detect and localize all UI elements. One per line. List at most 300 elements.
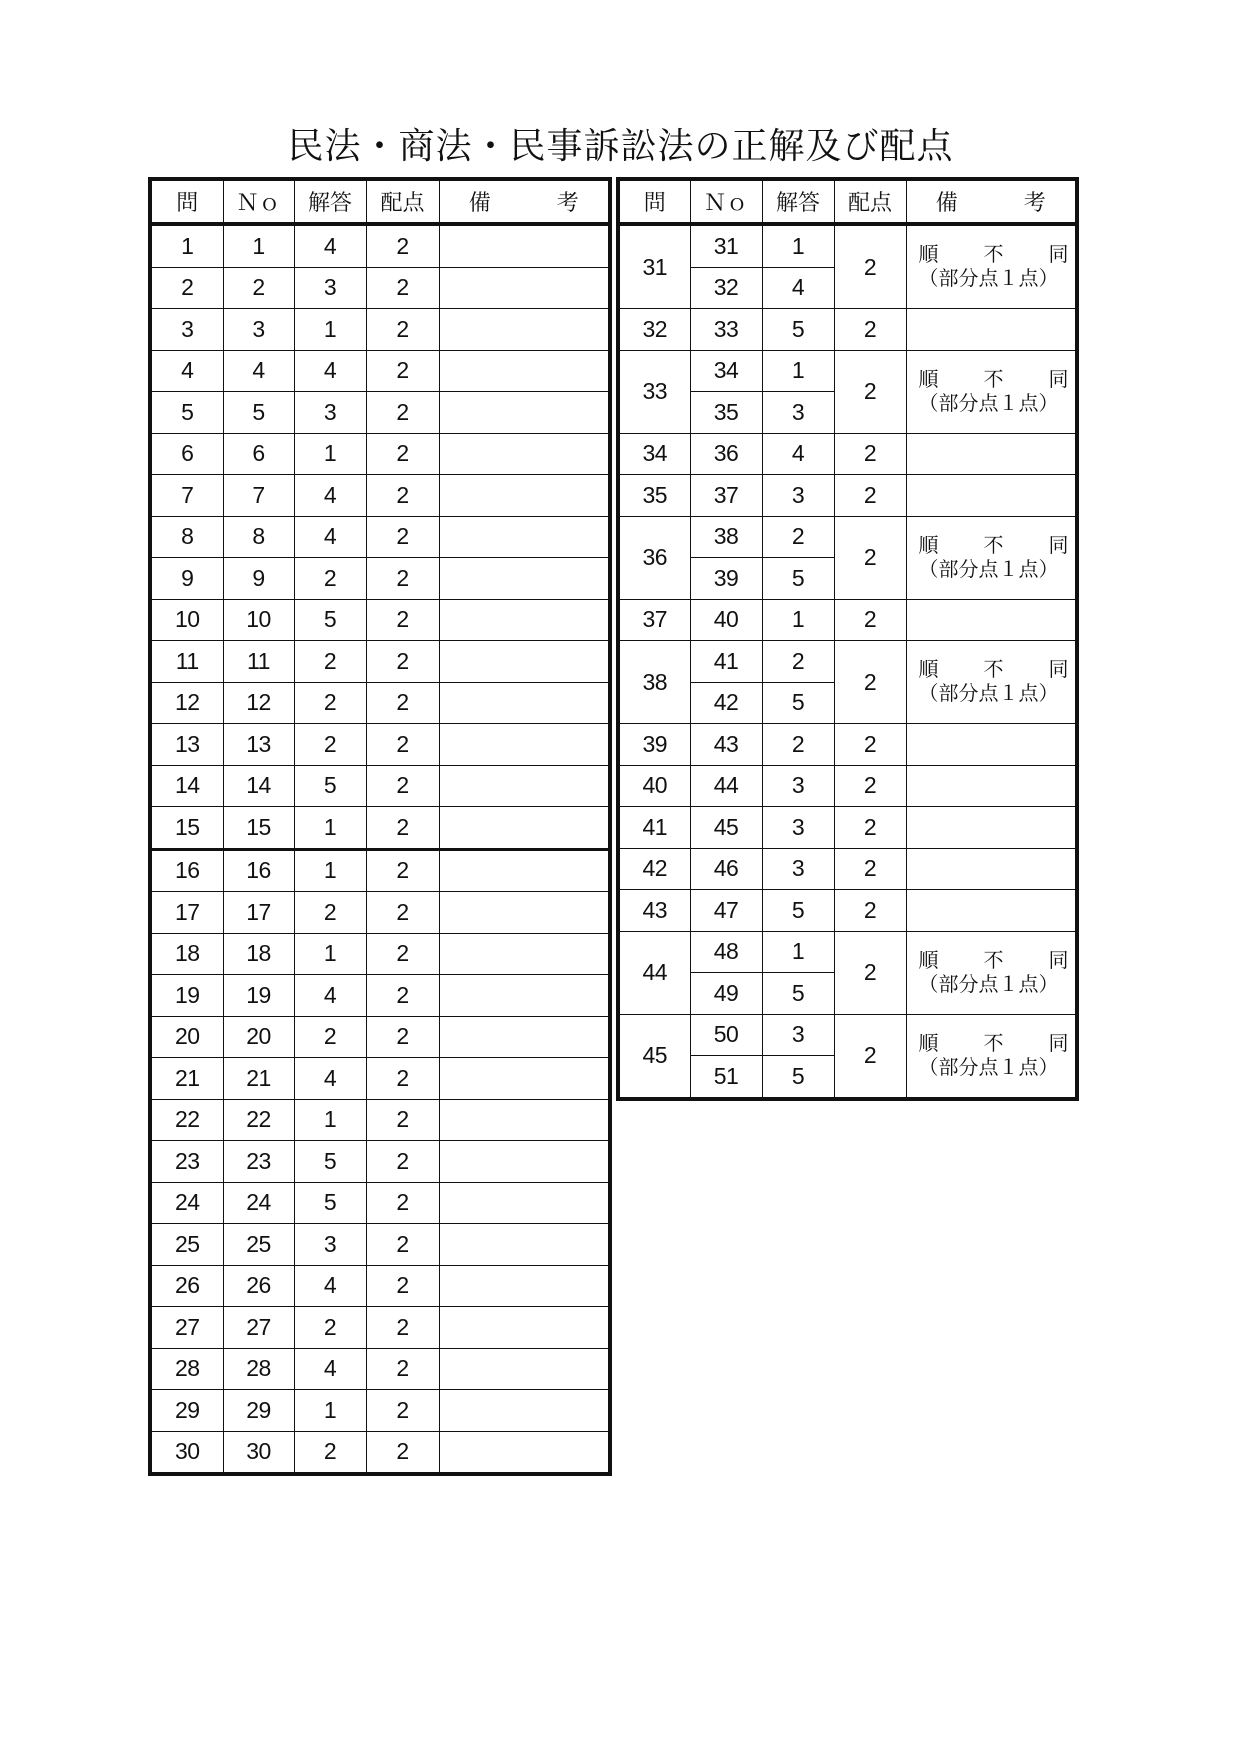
answer-cell: 1: [762, 350, 834, 392]
points-cell: 2: [366, 1182, 439, 1224]
no-cell: 29: [223, 1390, 294, 1432]
header-answer: 解答: [294, 179, 366, 224]
remarks-cell: [439, 1016, 610, 1058]
note-partial-points: （部分点１点）: [918, 683, 1059, 705]
header-remarks: 備 考: [439, 179, 610, 224]
remarks-cell: [439, 392, 610, 434]
note-char: 順: [918, 534, 939, 557]
question-cell: 1: [150, 224, 223, 267]
no-cell: 33: [690, 309, 762, 351]
answer-cell: 4: [294, 350, 366, 392]
table-row: [150, 1016, 610, 1058]
remarks-cell: [439, 267, 610, 309]
no-cell: 34: [690, 350, 762, 392]
points-cell: 2: [366, 849, 439, 892]
points-cell: 2: [834, 475, 906, 517]
points-cell: 2: [834, 350, 906, 433]
no-cell: 36: [690, 433, 762, 475]
question-cell: 44: [618, 931, 690, 1014]
question-cell: 35: [618, 475, 690, 517]
question-cell: 16: [150, 849, 223, 892]
remarks-cell: [906, 890, 1077, 932]
question-cell: 3: [150, 309, 223, 351]
table-row: [618, 641, 1077, 683]
no-cell: 3: [223, 309, 294, 351]
header-question: 問: [150, 179, 223, 224]
points-cell: 2: [366, 765, 439, 807]
table-row: [150, 641, 610, 683]
remarks-cell: [439, 1307, 610, 1349]
question-cell: 6: [150, 433, 223, 475]
table-row: [150, 1099, 610, 1141]
answer-cell: 2: [294, 1431, 366, 1474]
remarks-cell: [906, 309, 1077, 351]
note-char: 順: [918, 244, 939, 266]
answer-cell: 5: [294, 599, 366, 641]
question-cell: 45: [618, 1014, 690, 1099]
points-cell: 2: [366, 516, 439, 558]
question-cell: 40: [618, 765, 690, 807]
table-row: [150, 350, 610, 392]
note-order-free: [919, 1032, 1069, 1056]
remarks-cell: [439, 1224, 610, 1266]
note-char: 同: [1048, 1032, 1069, 1055]
remarks-cell: [439, 933, 610, 975]
note-partial-points: （部分点１点）: [918, 973, 1059, 996]
points-cell: 2: [834, 433, 906, 475]
no-cell: 43: [690, 724, 762, 766]
remarks-cell: [439, 849, 610, 892]
question-cell: 33: [618, 350, 690, 433]
remarks-cell: [439, 1348, 610, 1390]
points-cell: 2: [366, 350, 439, 392]
answer-cell: 5: [762, 973, 834, 1015]
no-cell: 45: [690, 807, 762, 849]
remarks-cell: [439, 724, 610, 766]
header-remarks: 備 考: [906, 179, 1077, 224]
remarks-cell: [906, 224, 1077, 309]
question-cell: 28: [150, 1348, 223, 1390]
remarks-cell: [439, 309, 610, 351]
points-cell: 2: [366, 1307, 439, 1349]
question-cell: 38: [618, 641, 690, 724]
no-cell: 13: [223, 724, 294, 766]
question-cell: 30: [150, 1431, 223, 1474]
points-cell: 2: [834, 516, 906, 599]
table-row: [618, 475, 1077, 517]
no-cell: 47: [690, 890, 762, 932]
answer-cell: 1: [294, 309, 366, 351]
remarks-cell: [439, 1390, 610, 1432]
points-cell: 2: [366, 267, 439, 309]
points-cell: 2: [366, 933, 439, 975]
no-cell: 12: [223, 682, 294, 724]
note-order-free: [919, 949, 1069, 973]
points-cell: 2: [834, 1014, 906, 1099]
note-char: 不: [983, 1032, 1004, 1055]
note-char: 不: [983, 368, 1004, 391]
question-cell: 12: [150, 682, 223, 724]
points-cell: 2: [366, 1265, 439, 1307]
note-partial-points: （部分点１点）: [918, 268, 1059, 290]
table-row: [150, 516, 610, 558]
answer-cell: 3: [762, 1014, 834, 1056]
table-row: [150, 1058, 610, 1100]
question-cell: 5: [150, 392, 223, 434]
note-char: 不: [983, 949, 1004, 972]
remarks-cell: [439, 641, 610, 683]
question-cell: 25: [150, 1224, 223, 1266]
table-row: [150, 724, 610, 766]
no-cell: 24: [223, 1182, 294, 1224]
table-row: [150, 975, 610, 1017]
note-char: 同: [1048, 534, 1069, 557]
question-cell: 42: [618, 848, 690, 890]
points-cell: 2: [366, 641, 439, 683]
remarks-cell: [906, 724, 1077, 766]
header-row: [150, 179, 610, 224]
answer-cell: 1: [294, 1390, 366, 1432]
answer-cell: 3: [294, 392, 366, 434]
no-cell: 51: [690, 1056, 762, 1099]
note-char: 不: [983, 534, 1004, 557]
answer-cell: 4: [762, 267, 834, 309]
remarks-cell: [906, 475, 1077, 517]
header-no: Ｎｏ: [690, 179, 762, 224]
remarks-cell: [439, 807, 610, 850]
answer-cell: 2: [294, 682, 366, 724]
answer-cell: 2: [762, 724, 834, 766]
table-row: [150, 1265, 610, 1307]
remarks-cell: [439, 682, 610, 724]
answer-cell: 1: [294, 1099, 366, 1141]
answer-cell: 1: [294, 849, 366, 892]
table-row: [150, 1224, 610, 1266]
question-cell: 14: [150, 765, 223, 807]
answer-cell: 4: [294, 1348, 366, 1390]
no-cell: 17: [223, 892, 294, 934]
remarks-cell: [439, 433, 610, 475]
answer-cell: 2: [294, 892, 366, 934]
points-cell: 2: [366, 892, 439, 934]
remarks-cell: [906, 765, 1077, 807]
answer-cell: 5: [294, 1141, 366, 1183]
table-row: [618, 848, 1077, 890]
no-cell: 16: [223, 849, 294, 892]
table-row: [618, 931, 1077, 973]
points-cell: 2: [366, 1348, 439, 1390]
answer-cell: 4: [294, 1058, 366, 1100]
points-cell: 2: [366, 1016, 439, 1058]
points-cell: 2: [366, 309, 439, 351]
table-row: [618, 516, 1077, 558]
header-row: [618, 179, 1077, 224]
no-cell: 14: [223, 765, 294, 807]
answer-cell: 4: [294, 224, 366, 267]
table-row: [150, 392, 610, 434]
answer-cell: 5: [762, 682, 834, 724]
no-cell: 30: [223, 1431, 294, 1474]
remarks-cell: [439, 1182, 610, 1224]
no-cell: 50: [690, 1014, 762, 1056]
no-cell: 39: [690, 558, 762, 600]
table-row: [618, 309, 1077, 351]
question-cell: 26: [150, 1265, 223, 1307]
no-cell: 42: [690, 682, 762, 724]
no-cell: 44: [690, 765, 762, 807]
answer-cell: 5: [294, 1182, 366, 1224]
note-partial-points: （部分点１点）: [918, 392, 1059, 415]
question-cell: 9: [150, 558, 223, 600]
table-row: [618, 807, 1077, 849]
no-cell: 32: [690, 267, 762, 309]
no-cell: 38: [690, 516, 762, 558]
no-cell: 19: [223, 975, 294, 1017]
remarks-cell: [439, 765, 610, 807]
note-char: 不: [983, 659, 1004, 681]
note-char: 順: [918, 949, 939, 972]
points-cell: 2: [834, 599, 906, 641]
points-cell: 2: [366, 807, 439, 850]
table-row: [150, 309, 610, 351]
remarks-cell: [439, 1431, 610, 1474]
question-cell: 11: [150, 641, 223, 683]
points-cell: 2: [366, 1431, 439, 1474]
points-cell: 2: [834, 765, 906, 807]
no-cell: 46: [690, 848, 762, 890]
question-cell: 18: [150, 933, 223, 975]
table-row: [150, 267, 610, 309]
question-cell: 29: [150, 1390, 223, 1432]
points-cell: 2: [366, 433, 439, 475]
remarks-cell: [439, 1099, 610, 1141]
question-cell: 23: [150, 1141, 223, 1183]
question-cell: 34: [618, 433, 690, 475]
remarks-cell: [906, 1014, 1077, 1099]
table-row: [150, 599, 610, 641]
question-cell: 19: [150, 975, 223, 1017]
note-partial-points: （部分点１点）: [918, 1056, 1059, 1079]
answer-cell: 1: [294, 807, 366, 850]
no-cell: 9: [223, 558, 294, 600]
remarks-cell: [906, 848, 1077, 890]
answer-cell: 3: [762, 392, 834, 434]
remarks-cell: [439, 516, 610, 558]
no-cell: 27: [223, 1307, 294, 1349]
header-no: Ｎｏ: [223, 179, 294, 224]
table-row: [150, 682, 610, 724]
note-order-free: [919, 243, 1069, 267]
header-points: 配点: [834, 179, 906, 224]
table-row: [150, 1348, 610, 1390]
question-cell: 7: [150, 475, 223, 517]
question-cell: 24: [150, 1182, 223, 1224]
table-row: [150, 1141, 610, 1183]
table-row: [618, 765, 1077, 807]
remarks-cell: [906, 599, 1077, 641]
table-row: [618, 224, 1077, 267]
no-cell: 35: [690, 392, 762, 434]
no-cell: 2: [223, 267, 294, 309]
question-cell: 22: [150, 1099, 223, 1141]
answer-cell: 1: [762, 224, 834, 267]
table-row: [150, 224, 610, 267]
table-row: [150, 1182, 610, 1224]
remarks-cell: [906, 433, 1077, 475]
no-cell: 1: [223, 224, 294, 267]
note-char: 不: [983, 244, 1004, 266]
answer-cell: 2: [294, 1307, 366, 1349]
answer-cell: 4: [762, 433, 834, 475]
no-cell: 15: [223, 807, 294, 850]
no-cell: 41: [690, 641, 762, 683]
answer-table-right: [616, 177, 1079, 1101]
question-cell: 27: [150, 1307, 223, 1349]
table-row: [150, 1390, 610, 1432]
answer-cell: 5: [762, 890, 834, 932]
table-row: [150, 1307, 610, 1349]
remarks-cell: [906, 931, 1077, 1014]
remarks-cell: [439, 224, 610, 267]
remarks-cell: [439, 975, 610, 1017]
no-cell: 48: [690, 931, 762, 973]
note-char: 順: [918, 368, 939, 391]
points-cell: 2: [834, 309, 906, 351]
remarks-cell: [906, 641, 1077, 724]
remarks-cell: [906, 350, 1077, 433]
no-cell: 8: [223, 516, 294, 558]
answer-cell: 4: [294, 516, 366, 558]
question-cell: 2: [150, 267, 223, 309]
no-cell: 4: [223, 350, 294, 392]
answer-cell: 2: [294, 1016, 366, 1058]
table-row: [150, 807, 610, 850]
answer-cell: 2: [294, 558, 366, 600]
table-row: [150, 765, 610, 807]
remarks-cell: [906, 516, 1077, 599]
question-cell: 31: [618, 224, 690, 309]
header-answer: 解答: [762, 179, 834, 224]
points-cell: 2: [366, 599, 439, 641]
answer-cell: 2: [294, 641, 366, 683]
note-order-free: [919, 368, 1069, 392]
question-cell: 17: [150, 892, 223, 934]
table-row: [150, 933, 610, 975]
note-char: 同: [1048, 368, 1069, 391]
question-cell: 10: [150, 599, 223, 641]
answer-cell: 2: [762, 516, 834, 558]
no-cell: 11: [223, 641, 294, 683]
points-cell: 2: [366, 724, 439, 766]
points-cell: 2: [834, 848, 906, 890]
table-row: [618, 724, 1077, 766]
points-cell: 2: [366, 558, 439, 600]
question-cell: 39: [618, 724, 690, 766]
remarks-cell: [906, 807, 1077, 849]
question-cell: 37: [618, 599, 690, 641]
note-char: 同: [1048, 949, 1069, 972]
note-order-free: [919, 534, 1069, 558]
note-char: 同: [1048, 659, 1069, 681]
answer-cell: 3: [762, 765, 834, 807]
question-cell: 20: [150, 1016, 223, 1058]
no-cell: 28: [223, 1348, 294, 1390]
points-cell: 2: [834, 224, 906, 309]
answer-cell: 3: [294, 267, 366, 309]
answer-cell: 5: [762, 558, 834, 600]
question-cell: 41: [618, 807, 690, 849]
remarks-cell: [439, 1141, 610, 1183]
no-cell: 31: [690, 224, 762, 267]
header-points: 配点: [366, 179, 439, 224]
table-row: [150, 558, 610, 600]
points-cell: 2: [366, 1058, 439, 1100]
points-cell: 2: [834, 807, 906, 849]
table-row: [618, 1014, 1077, 1056]
no-cell: 21: [223, 1058, 294, 1100]
answer-cell: 1: [762, 931, 834, 973]
note-char: 同: [1048, 244, 1069, 266]
note-partial-points: （部分点１点）: [918, 558, 1059, 581]
answer-cell: 3: [762, 475, 834, 517]
answer-cell: 1: [294, 433, 366, 475]
remarks-cell: [439, 558, 610, 600]
no-cell: 22: [223, 1099, 294, 1141]
points-cell: 2: [834, 931, 906, 1014]
answer-cell: 5: [294, 765, 366, 807]
points-cell: 2: [366, 1390, 439, 1432]
points-cell: 2: [366, 224, 439, 267]
no-cell: 25: [223, 1224, 294, 1266]
question-cell: 8: [150, 516, 223, 558]
no-cell: 7: [223, 475, 294, 517]
no-cell: 10: [223, 599, 294, 641]
remarks-cell: [439, 892, 610, 934]
no-cell: 18: [223, 933, 294, 975]
remarks-cell: [439, 1058, 610, 1100]
table-row: [150, 849, 610, 892]
answer-cell: 5: [762, 1056, 834, 1099]
points-cell: 2: [834, 890, 906, 932]
answer-cell: 3: [294, 1224, 366, 1266]
answer-cell: 3: [762, 807, 834, 849]
question-cell: 36: [618, 516, 690, 599]
points-cell: 2: [366, 1141, 439, 1183]
points-cell: 2: [366, 682, 439, 724]
points-cell: 2: [366, 975, 439, 1017]
table-row: [150, 1431, 610, 1474]
question-cell: 32: [618, 309, 690, 351]
page-title: 民法・商法・民事訴訟法の正解及び配点: [287, 126, 954, 167]
question-cell: 4: [150, 350, 223, 392]
answer-cell: 5: [762, 309, 834, 351]
answer-cell: 4: [294, 975, 366, 1017]
no-cell: 37: [690, 475, 762, 517]
no-cell: 40: [690, 599, 762, 641]
remarks-cell: [439, 599, 610, 641]
table-row: [150, 475, 610, 517]
points-cell: 2: [834, 724, 906, 766]
table-row: [618, 599, 1077, 641]
answer-cell: 4: [294, 475, 366, 517]
table-row: [618, 350, 1077, 392]
points-cell: 2: [834, 641, 906, 724]
table-row: [150, 433, 610, 475]
question-cell: 43: [618, 890, 690, 932]
no-cell: 26: [223, 1265, 294, 1307]
points-cell: 2: [366, 1099, 439, 1141]
question-cell: 15: [150, 807, 223, 850]
